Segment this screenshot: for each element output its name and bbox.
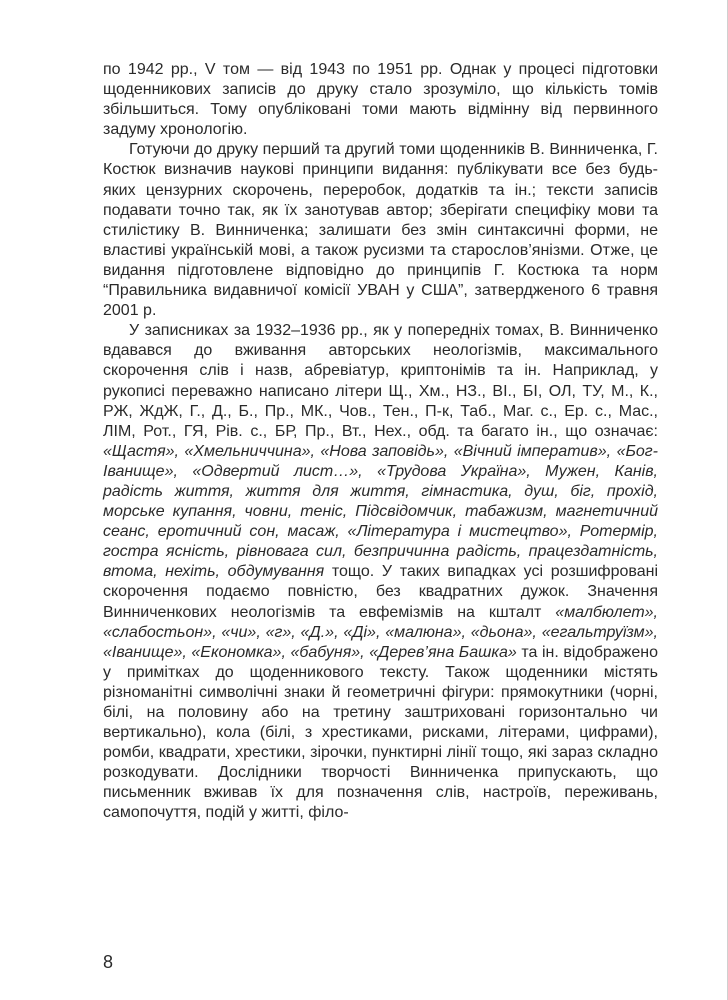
body-text — [103, 60, 658, 824]
italic-text-run: «Щастя», «Хмельниччина», «Нова заповідь», «Вічний імператив», «Бог-Іванище», «Одвертий лист…», «Трудова Україна», Мужен, Канів, радість життя, життя для життя, гімнастика, душ, біг, прохід, морське купання, човни, теніс, Підсвідомчик, табажизм, магнетичний сеанс, еротичний сон, масаж, «Література і мистецтво», Ротермір, гостра ясність, рівновага сил, безпричинна радість, працездатність, втома, нехіть, обдумування — [103, 442, 658, 581]
page-number: 8 — [103, 952, 114, 972]
text-run: та ін. відображено у примітках до щоденникового тексту. Також щоденники містять різноманітні символічні знаки й геометричні фігури: прямокутники (чорні, білі, на половину або на третину заштриховані горизонтально чи вертикально), кола (білі, з хрестиками, рисками, літерами, цифрами), ромби, квадрати, хрестики, зірочки, пунктирні лінії тощо, які зараз складно розкодувати. Дослідники творчості Винниченка припускають, що письменник вживав їх для позначення слів, настроїв, переживань, самопочуття, подій у житті, філо- — [103, 643, 658, 822]
text-run: тощо. У таких випадках усі розшифровані скорочення подаємо повністю, без квадратних дужок. Значення Винниченкових неологізмів та евфемізмів на кшталт — [103, 563, 659, 621]
text-run: Готуючи до друку перший та другий томи щоденників В. Винниченка, Г. Костюк визначив наукові принципи видання: публікувати все без будь-яких цензурних скорочень, переробок, додатків та ін.; тексти записів подавати точно так, як їх занотував автор; зберігати специфіку мови та стилістику В. Винниченка; залишати без змін синтаксичні форми, не властиві українській мові, а також русизми та старослов’янізми. Отже, це видання підготовлене відповідно до принципів Г. Костюка та норм “Правильника видавничої комісії УВАН у США”, затвердженого 6 травня 2001 р. — [103, 141, 658, 320]
text-run: У записниках за 1932–1936 рр., як у попередніх томах, В. Винниченко вдавався до вживання авторських неологізмів, максимального скорочення слів і назв, абревіатур, криптонімів та ін. Наприклад, у рукописі переважно написано літери Щ., Хм., НЗ., ВІ., БІ, ОЛ, ТУ, М., К., РЖ, ЖдЖ, Г., Д., Б., Пр., МК., Чов., Тен., П-к, Таб., Маг. с., Ер. с., Мас., ЛІМ, Рот., ГЯ, Рів. с., БР, Пр., Вт., Нех., обд. та багато ін., що означає: — [103, 322, 658, 440]
italic-text-run: «малбюлет», «слабостьон», «чи», «г», «Д.», «Ді», «малюна», «дьона», «егальтруїзм», «Іванище», «Економка», «бабуня», «Дерев’яна Башка» — [103, 603, 658, 661]
paragraph — [103, 140, 658, 321]
paragraph — [103, 321, 658, 823]
text-run: по 1942 рр., V том — від 1943 по 1951 рр. Однак у процесі підготовки щоденникових записів до друку стало зрозуміло, що кількість томів збільшиться. Тому опубліковані томи мають відмінну від первинного задуму хронологію. — [103, 61, 658, 139]
paragraph — [103, 60, 658, 140]
